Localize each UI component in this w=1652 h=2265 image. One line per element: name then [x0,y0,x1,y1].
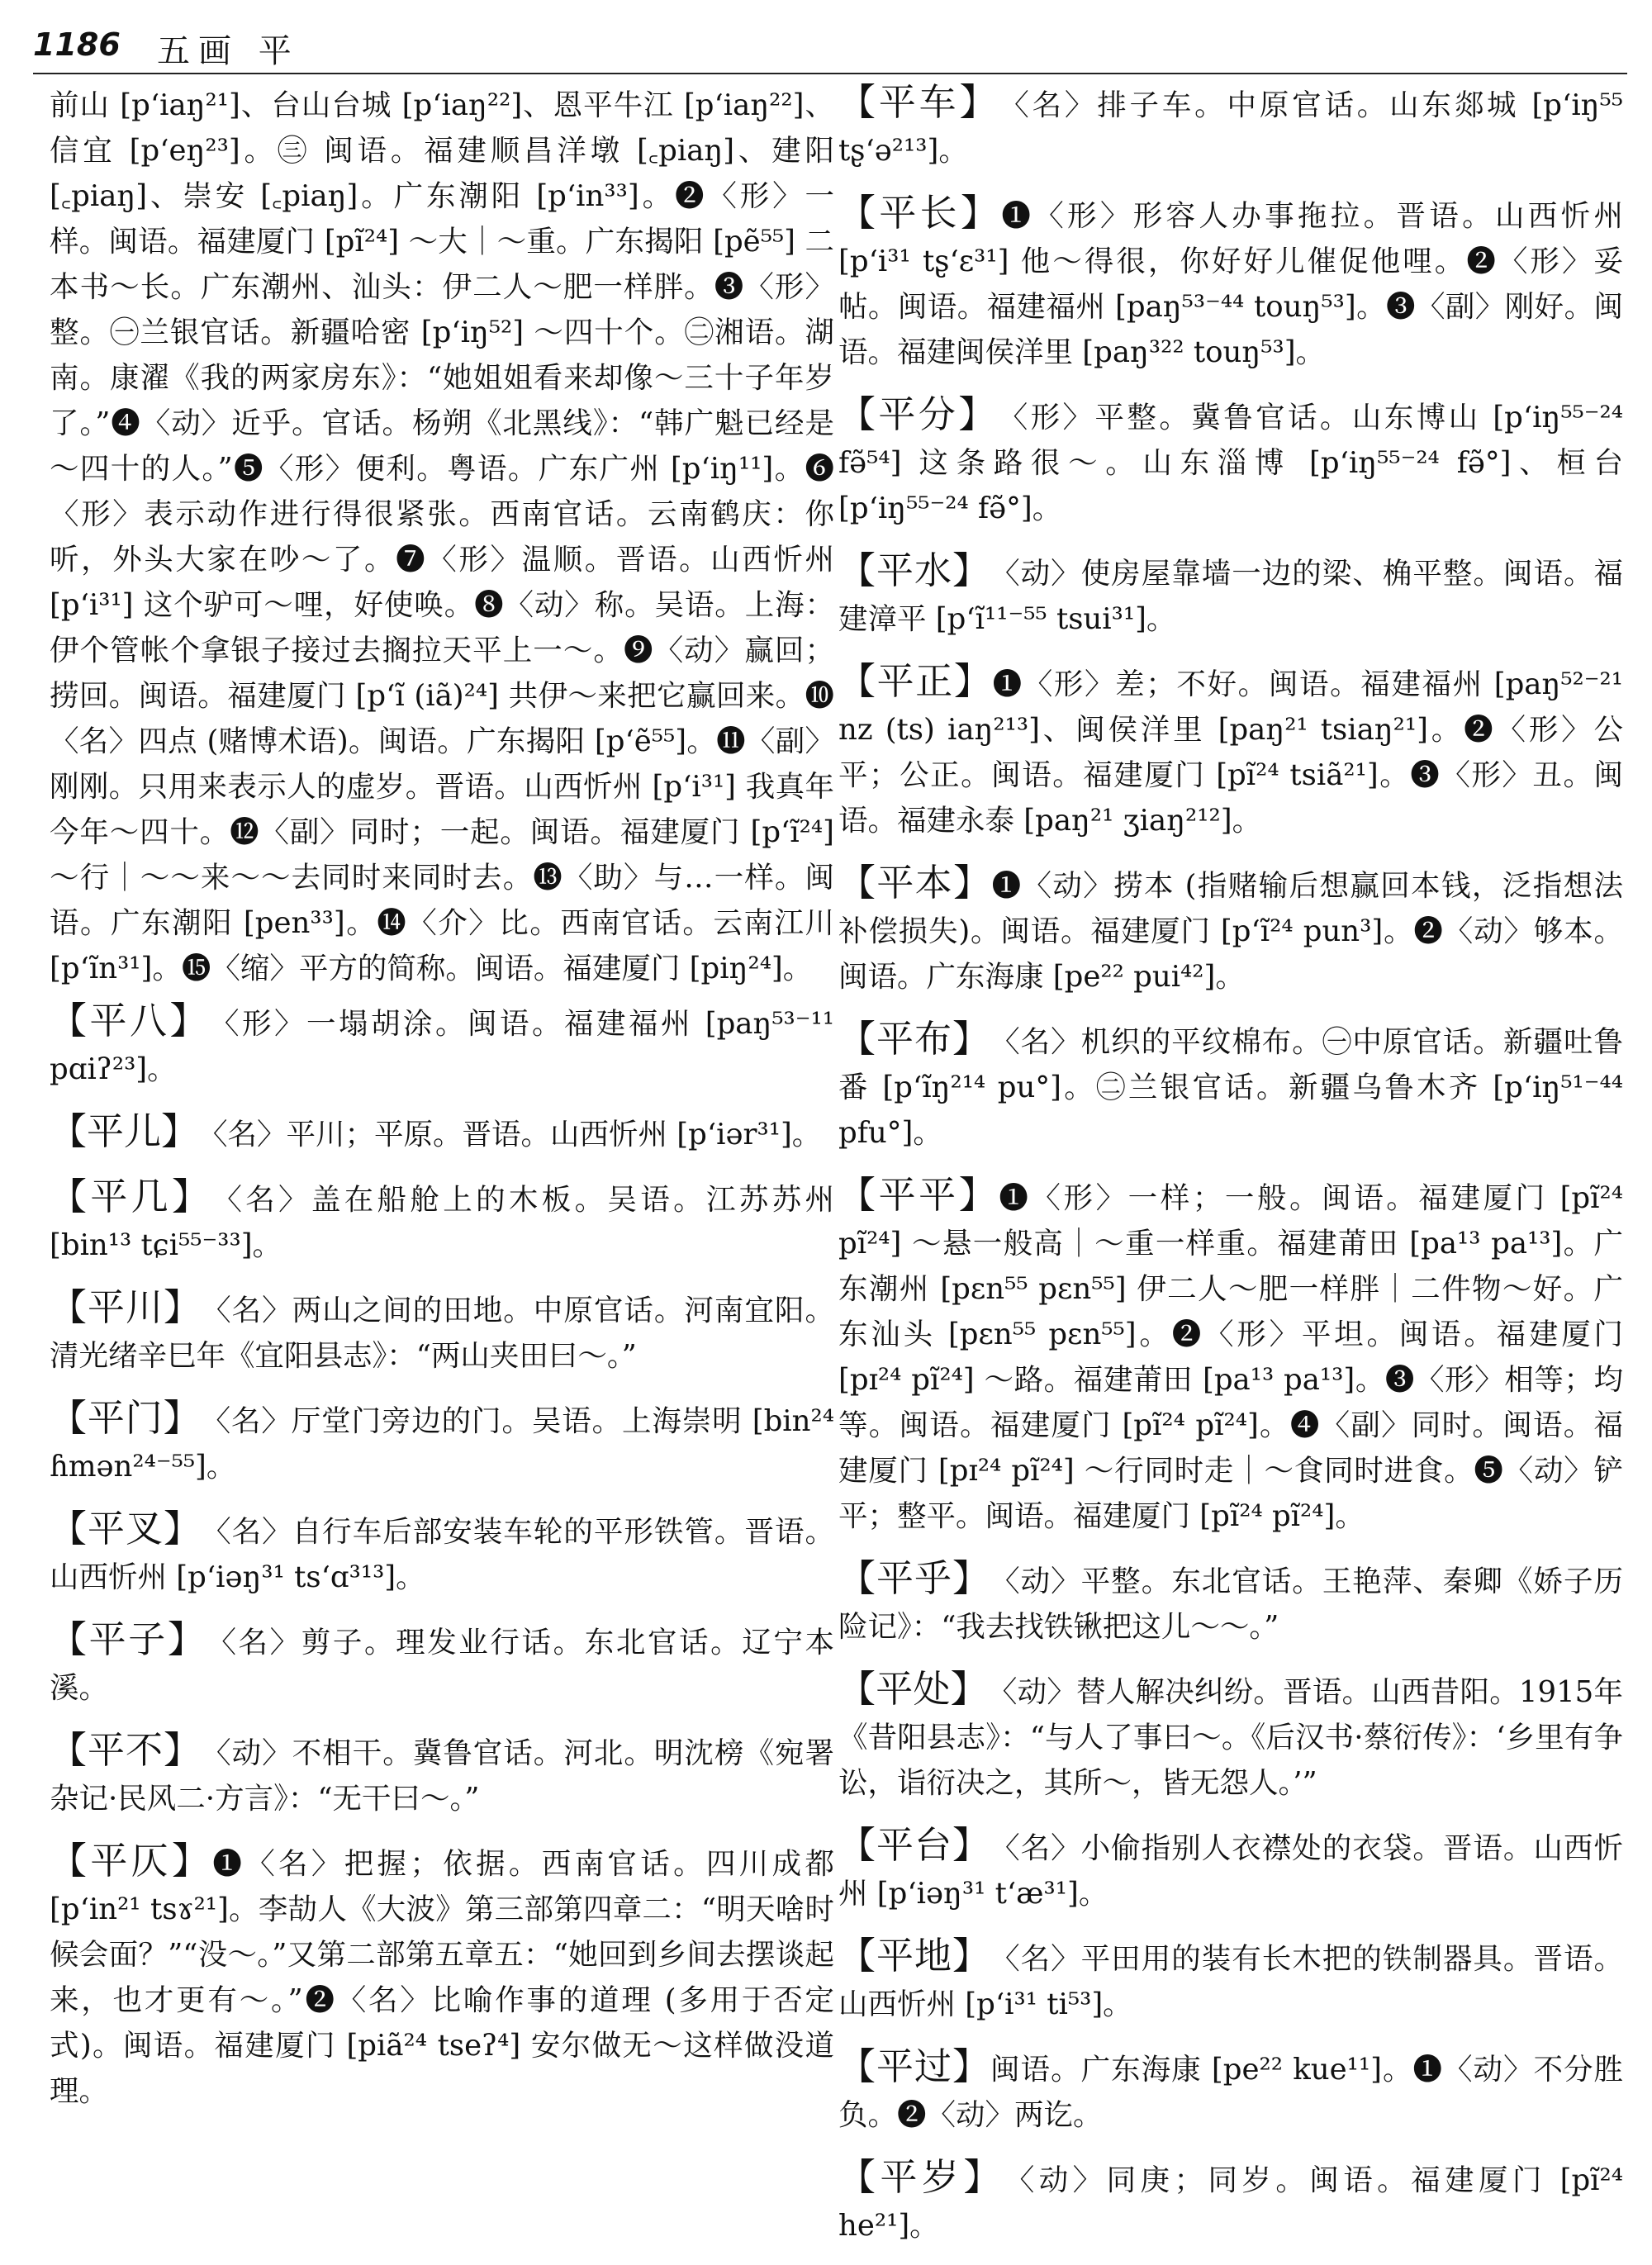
entry-headword: 【平岁】 [838,2155,1005,2199]
entry-headword: 【平处】 [838,1667,988,1711]
dictionary-entry [50,1838,834,2114]
entry-text: 前山 [p‘iaŋ²¹]、台山台城 [p‘iaŋ²²]、恩平牛江 [p‘iaŋ²²]、信宜 [p‘eŋ²³]。㊂ 闽语。福建顺昌洋墩 [꜀piaŋ]、建阳 [꜀piaŋ]、崇安 [꜀piaŋ]。广东潮阳 [p‘in³³]。❷〈形〉一样。闽语。福建厦门 [pĩ²⁴] ～大｜～重。广东揭阳 [pẽ⁵⁵] 二本书～长。广东潮州、汕头：伊二人～肥一样胖。❸〈形〉整。㊀兰银官话。新疆哈密 [p‘iŋ⁵²] ～四十个。㊁湘语。湖南。康濯《我的两家房东》：“她姐姐看来却像～三十子年岁了。”❹〈动〉近乎。官话。杨朔《北黑线》：“韩广魁已经是～四十的人。”❺〈形〉便利。粤语。广东广州 [p‘iŋ¹¹]。❻〈形〉表示动作进行得很紧张。西南官话。云南鹤庆：你听，外头大家在吵～了。❼〈形〉温顺。晋语。山西忻州 [p‘i³¹] 这个驴可～哩，好使唤。❽〈动〉称。吴语。上海：伊个管帐个拿银子接过去搁拉天平上一～。❾〈动〉赢回；捞回。闽语。福建厦门 [p‘ĩ (iã)²⁴] 共伊～来把它赢回来。❿〈名〉四点 (赌博术语)。闽语。广东揭阳 [p‘ẽ⁵⁵]。⓫〈副〉刚刚。只用来表示人的虚岁。晋语。山西忻州 [p‘i³¹] 我真年今年～四十。⓬〈副〉同时；一起。闽语。福建厦门 [p‘ĩ²⁴] ～行｜～～来～～去同时来同时去。⓭〈助〉与…一样。闽语。广东潮阳 [pen³³]。⓮〈介〉比。西南官话。云南江川 [p‘ĩn³¹]。⓯〈缩〉平方的简称。闽语。福建厦门 [piŋ²⁴]。 [50,88,834,985]
entry-text: 〈动〉平整。东北官话。王艳萍、秦卿《娇子历险记》：“我去找铁锹把这儿～～。” [838,1565,1623,1644]
entry-text: ❶〈形〉形容人办事拖拉。晋语。山西忻州 [p‘i³¹ tʂ‘ɛ³¹] 他～得很，你好好儿催促他哩。❷〈形〉妥帖。闽语。福建福州 [paŋ⁵³⁻⁴⁴ touŋ⁵³]。❸〈副〉刚好。闽语。福建闽侯洋里 [paŋ³²² touŋ⁵³]。 [838,199,1623,369]
dictionary-entry [838,2044,1623,2138]
section-title: 五画 平 [157,32,300,70]
dictionary-entry [50,1109,834,1157]
dictionary-entry [50,79,834,991]
entry-text: 〈名〉平川；平原。晋语。山西忻州 [p‘iər³¹]。 [198,1118,822,1151]
entry-text: ❶〈名〉把握；依据。西南官话。四川成都 [p‘in²¹ tsɤ²¹]。李劼人《大波》第三部第四章二：“明天啥时候会面？”“没～。”又第二部第五章五：“她回到乡间去摆谈起来，也才更有～。”❷〈名〉比喻作事的道理 (多用于否定式)。闽语。福建厦门 [piã²⁴ tseʔ⁴] 安尔做无～这样做没道理。 [50,1847,834,2108]
entry-headword: 【平过】 [838,2044,991,2088]
right-column [838,79,1623,2265]
entry-headword: 【平叉】 [50,1507,202,1550]
entry-headword: 【平川】 [50,1285,202,1329]
entry-headword: 【平地】 [838,1934,991,1978]
entry-headword: 【平八】 [50,999,210,1042]
entry-text: 〈名〉剪子。理发业行话。东北官话。辽宁本溪。 [50,1626,834,1705]
entry-headword: 【平台】 [838,1823,991,1867]
entry-text: ❶〈形〉一样；一般。闽语。福建厦门 [pĩ²⁴ pĩ²⁴] ～悬一般高｜～重一样重。福建莆田 [pa¹³ pa¹³]。广东潮州 [pɛn⁵⁵ pɛn⁵⁵] 伊二人～肥一样胖｜二件物～好。广东汕头 [pɛn⁵⁵ pɛn⁵⁵]。❷〈形〉平坦。闽语。福建厦门 [pɪ²⁴ pĩ²⁴] ～路。福建莆田 [pa¹³ pa¹³]。❸〈形〉相等；均等。闽语。福建厦门 [pĩ²⁴ pĩ²⁴]。❹〈副〉同时。闽语。福建厦门 [pɪ²⁴ pĩ²⁴] ～行同时走｜～食同时进食。❺〈动〉铲平；整平。闽语。福建厦门 [pĩ²⁴ pĩ²⁴]。 [838,1181,1623,1533]
dictionary-entry [838,1016,1623,1156]
entry-text: 〈动〉使房屋靠墙一边的梁、桷平整。闽语。福建漳平 [p‘ĩ¹¹⁻⁵⁵ tsui³¹]。 [838,557,1623,636]
left-column [50,79,834,2130]
entry-text: 〈名〉小偷指别人衣襟处的衣袋。晋语。山西忻州 [p‘iəŋ³¹ t‘æ³¹]。 [838,1831,1623,1911]
dictionary-entry [50,1506,834,1600]
entry-text: 〈名〉自行车后部安装车轮的平形铁管。晋语。山西忻州 [p‘iəŋ³¹ ts‘ɑ³¹³]。 [50,1515,834,1594]
entry-headword: 【平不】 [50,1728,202,1772]
entry-text: 〈动〉同庚；同岁。闽语。福建厦门 [pĩ²⁴ he²¹]。 [838,2163,1623,2243]
dictionary-entry [838,1172,1623,1539]
dictionary-entry [50,1617,834,1711]
entry-headword: 【平车】 [838,80,1000,124]
dictionary-entry [838,392,1623,531]
dictionary-entry [50,998,834,1092]
dictionary-entry [838,1933,1623,2027]
entry-text: 〈形〉平整。冀鲁官话。山东博山 [p‘iŋ⁵⁵⁻²⁴ fə̃⁵⁴] 这条路很～。山东淄博 [p‘iŋ⁵⁵⁻²⁴ fə̃°]、桓台 [p‘iŋ⁵⁵⁻²⁴ fə̃°]。 [838,401,1623,525]
entry-headword: 【平儿】 [50,1109,199,1153]
entry-headword: 【平几】 [50,1175,213,1218]
entry-headword: 【平仄】 [50,1839,213,1883]
entry-headword: 【平长】 [838,191,1002,235]
entry-text: 〈名〉盖在船舱上的木板。吴语。江苏苏州 [bin¹³ tɕi⁵⁵⁻³³]。 [50,1183,834,1262]
entry-headword: 【平门】 [50,1396,202,1440]
dictionary-entry [838,1555,1623,1650]
entry-text: 〈动〉不相干。冀鲁官话。河北。明沈榜《宛署杂记·民风二·方言》：“无干曰～。” [50,1736,834,1816]
dictionary-entry [838,1666,1623,1806]
entry-headword: 【平乎】 [838,1556,991,1600]
entry-text: ❶〈动〉捞本 (指赌输后想赢回本钱，泛指想法补偿损失)。闽语。福建厦门 [p‘ĩ²⁴ pun³]。❷〈动〉够本。闽语。广东海康 [pe²² pui⁴²]。 [838,869,1623,994]
dictionary-entry [838,1822,1623,1916]
entry-text: 〈名〉两山之间的田地。中原官话。河南宜阳。清光绪辛巳年《宜阳县志》：“两山夹田曰～。” [50,1294,834,1373]
entry-text: 〈名〉厅堂门旁边的门。吴语。上海崇明 [bin²⁴ ɦmən²⁴⁻⁵⁵]。 [50,1404,834,1484]
entry-text: 闽语。广东海康 [pe²² kue¹¹]。❶〈动〉不分胜负。❷〈动〉两讫。 [838,2053,1623,2132]
dictionary-entry [838,658,1623,843]
entry-headword: 【平布】 [838,1017,991,1061]
dictionary-entry [50,1174,834,1268]
entry-text: 〈名〉机织的平纹棉布。㊀中原官话。新疆吐鲁番 [p‘ĩŋ²¹⁴ pu°]。㊁兰银官话。新疆乌鲁木齐 [p‘iŋ⁵¹⁻⁴⁴ pfu°]。 [838,1025,1623,1150]
dictionary-entry [50,1284,834,1379]
entry-text: 〈名〉平田用的装有长木把的铁制器具。晋语。山西忻州 [p‘i³¹ ti⁵³]。 [838,1942,1623,2021]
dictionary-entry [838,2154,1623,2248]
dictionary-entry [50,1727,834,1821]
entry-headword: 【平水】 [838,548,991,592]
dictionary-entry [838,190,1623,375]
entry-text: ❶〈形〉差；不好。闽语。福建福州 [paŋ⁵²⁻²¹ nz (ts) iaŋ²¹³]、闽侯洋里 [paŋ²¹ tsiaŋ²¹]。❷〈形〉公平；公正。闽语。福建厦门 [pĩ²⁴ tsiã²¹]。❸〈形〉丑。闽语。福建永泰 [paŋ²¹ ʒiaŋ²¹²]。 [838,667,1623,838]
entry-headword: 【平本】 [838,861,992,905]
entry-headword: 【平分】 [838,392,999,436]
dictionary-entry [838,860,1623,1000]
page-header [33,23,1627,74]
entry-headword: 【平平】 [838,1173,999,1217]
entry-headword: 【平正】 [838,659,993,703]
dictionary-entry [838,548,1623,642]
page-number: 1186 [33,26,121,63]
dictionary-entry [838,79,1623,173]
entry-text: 〈名〉排子车。中原官话。山东郯城 [p‘iŋ⁵⁵ tʂ‘ə²¹³]。 [838,88,1623,168]
entry-headword: 【平子】 [50,1617,207,1661]
entry-text: 〈形〉一塌胡涂。闽语。福建福州 [paŋ⁵³⁻¹¹ pɑiʔ²³]。 [50,1007,834,1086]
dictionary-entry [50,1395,834,1489]
entry-text: 〈动〉替人解决纠纷。晋语。山西昔阳。1915年《昔阳县志》：“与人了事曰～。《后汉书·蔡衍传》：‘乡里有争讼，诣衍决之，其所～，皆无怨人。’” [838,1675,1623,1800]
